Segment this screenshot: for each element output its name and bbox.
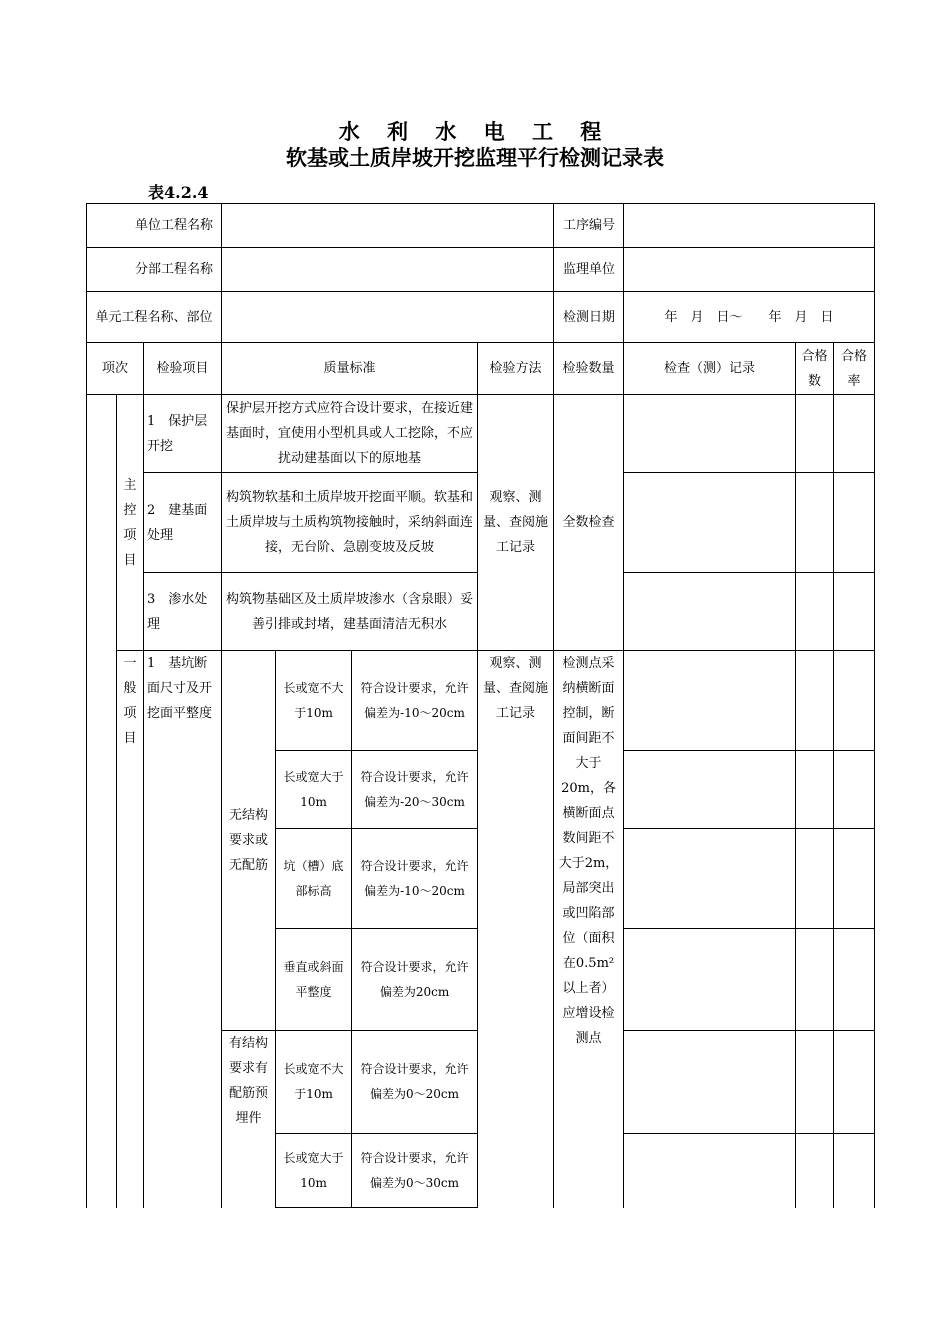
general-row-3-sub: 坑（槽）底部标高 — [276, 829, 352, 929]
main-item-2-rate[interactable] — [834, 473, 875, 573]
general-row-2-record[interactable] — [624, 751, 796, 829]
general-method: 观察、测量、查阅施工记录 — [478, 651, 554, 1208]
general-row-3-std: 符合设计要求，允许偏差为-10～20cm — [352, 829, 478, 929]
general-row-5-std: 符合设计要求，允许偏差为0～20cm — [352, 1031, 478, 1134]
check-date-label: 检测日期 — [554, 292, 624, 343]
element-label: 单元工程名称、部位 — [87, 292, 222, 343]
main-method: 观察、测量、查阅施工记录 — [478, 395, 554, 651]
main-item-2-std: 构筑物软基和土质岸坡开挖面平顺。软基和土质岸坡与土质构筑物接触时，采纳斜面连接，无台阶、急剧变坡及反坡 — [222, 473, 478, 573]
process-no-value[interactable] — [624, 204, 875, 248]
inspection-table — [86, 203, 875, 1208]
check-date-value[interactable]: 年 月 日～ 年 月 日 — [624, 292, 875, 343]
col-qualified-count: 合格数 — [796, 343, 834, 395]
unit-project-label: 单位工程名称 — [87, 204, 222, 248]
general-row-2-sub: 长或宽大于10m — [276, 751, 352, 829]
sub-project-value[interactable] — [222, 248, 554, 292]
general-item-name: 1 基坑断面尺寸及开挖面平整度 — [144, 651, 222, 1208]
general-row-6-sub: 长或宽大于10m — [276, 1134, 352, 1208]
process-no-label: 工序编号 — [554, 204, 624, 248]
main-item-3-name: 3 渗水处理 — [144, 573, 222, 651]
main-item-3-record[interactable] — [624, 573, 796, 651]
main-item-1-record[interactable] — [624, 395, 796, 473]
col-record: 检查（测）记录 — [624, 343, 796, 395]
general-row-5-record[interactable] — [624, 1031, 796, 1134]
general-row-5-sub: 长或宽不大于10m — [276, 1031, 352, 1134]
general-row-6-std: 符合设计要求，允许偏差为0～30cm — [352, 1134, 478, 1208]
col-item-no: 项次 — [87, 343, 144, 395]
main-item-2-count[interactable] — [796, 473, 834, 573]
general-row-2-rate[interactable] — [834, 751, 875, 829]
general-row-6-count[interactable] — [796, 1134, 834, 1208]
left-margin-cell — [87, 395, 117, 1208]
general-row-4-record[interactable] — [624, 929, 796, 1031]
general-row-3-record[interactable] — [624, 829, 796, 929]
general-row-2-count[interactable] — [796, 751, 834, 829]
main-category: 主控项目 — [117, 395, 144, 651]
general-row-4-sub: 垂直或斜面平整度 — [276, 929, 352, 1031]
general-row-6-record[interactable] — [624, 1134, 796, 1208]
table-number: 表4.2.4 — [148, 183, 209, 202]
element-value[interactable] — [222, 292, 554, 343]
general-row-3-rate[interactable] — [834, 829, 875, 929]
col-check-item: 检验项目 — [144, 343, 222, 395]
general-row-1-rate[interactable] — [834, 651, 875, 751]
main-item-2-name: 2 建基面处理 — [144, 473, 222, 573]
main-item-3-rate[interactable] — [834, 573, 875, 651]
main-item-1-name: 1 保护层开挖 — [144, 395, 222, 473]
general-row-5-rate[interactable] — [834, 1031, 875, 1134]
general-group-2: 有结构要求有配筋预埋件 — [222, 1031, 276, 1208]
main-item-3-std: 构筑物基础区及土质岸坡渗水（含泉眼）妥善引排或封堵，建基面清洁无积水 — [222, 573, 478, 651]
main-item-1-count[interactable] — [796, 395, 834, 473]
main-item-1-std: 保护层开挖方式应符合设计要求，在接近建基面时，宜使用小型机具或人工挖除，不应扰动建基面以下的原地基 — [222, 395, 478, 473]
general-row-1-std: 符合设计要求，允许偏差为-10～20cm — [352, 651, 478, 751]
col-method: 检验方法 — [478, 343, 554, 395]
col-quantity: 检验数量 — [554, 343, 624, 395]
main-item-2-record[interactable] — [624, 473, 796, 573]
general-row-4-count[interactable] — [796, 929, 834, 1031]
general-row-5-count[interactable] — [796, 1031, 834, 1134]
supervisor-value[interactable] — [624, 248, 875, 292]
general-row-1-sub: 长或宽不大于10m — [276, 651, 352, 751]
general-category: 一般项目 — [117, 651, 144, 1208]
main-item-1-rate[interactable] — [834, 395, 875, 473]
page-title-line1: 水 利 水 电 工 程 — [338, 119, 612, 144]
main-quantity: 全数检查 — [554, 395, 624, 651]
general-row-6-rate[interactable] — [834, 1134, 875, 1208]
general-row-3-count[interactable] — [796, 829, 834, 929]
unit-project-value[interactable] — [222, 204, 554, 248]
general-row-1-record[interactable] — [624, 651, 796, 751]
general-row-4-rate[interactable] — [834, 929, 875, 1031]
general-row-2-std: 符合设计要求，允许偏差为-20～30cm — [352, 751, 478, 829]
general-group-1: 无结构要求或无配筋 — [222, 651, 276, 1031]
col-quality-std: 质量标准 — [222, 343, 478, 395]
page-title-line2: 软基或土质岸坡开挖监理平行检测记录表 — [286, 145, 664, 170]
general-row-1-count[interactable] — [796, 651, 834, 751]
main-item-3-count[interactable] — [796, 573, 834, 651]
supervisor-label: 监理单位 — [554, 248, 624, 292]
col-qualified-rate: 合格率 — [834, 343, 875, 395]
general-row-4-std: 符合设计要求，允许偏差为20cm — [352, 929, 478, 1031]
general-quantity: 检测点采纳横断面控制，断面间距不大于20m，各横断面点数间距不大于2m，局部突出或凹陷部位（面积在0.5m²以上者）应增设检测点 — [554, 651, 624, 1208]
sub-project-label: 分部工程名称 — [87, 248, 222, 292]
